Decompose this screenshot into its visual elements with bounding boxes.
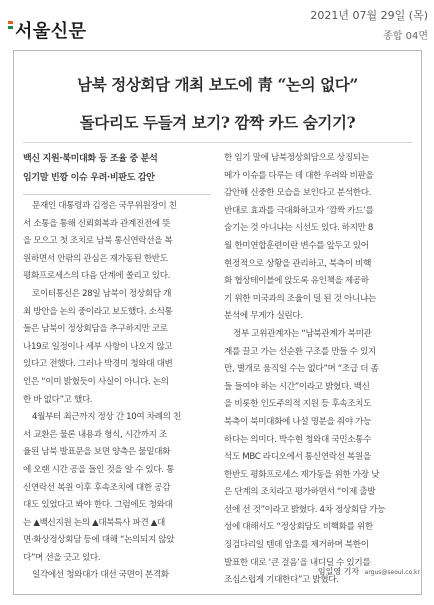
article-text-line: 최 방안을 논의 중이라고 보도했다. 소식통 <box>23 306 173 317</box>
article-text-line: 율된 남북 발표문을 보면 양측은 물밑대화 <box>23 447 171 458</box>
article-text-line: 계를 끌고 가는 선순환 구조를 만들 수 있지 <box>224 346 376 357</box>
headline-divider <box>23 142 412 143</box>
article-text-line: 은 단계의 조치라고 평가하면서 “이제 출발 <box>224 487 376 498</box>
article-text-line: 감안해 신중한 모습을 보인다고 분석한다. <box>224 188 372 199</box>
article-text-line: 서 소통을 통해 신뢰회복과 관계진전에 뜻 <box>23 218 171 229</box>
article-text-line: 하다는 의미다. 박수현 청와대 국민소통수 <box>224 434 372 445</box>
subhead-divider <box>23 194 211 195</box>
article-text-line: 면·화상정상회담 등에 대해 “논의되지 않았 <box>23 535 175 546</box>
article-text-line: 조심스럽게 기대한다”고 밝혔다. <box>224 575 339 586</box>
logo-mark-icon <box>6 17 14 43</box>
article-text-line: 북측이 북미대화에 나설 명분을 줘야 가능 <box>224 416 372 427</box>
article-text-line: 원하면서 안팎의 관심은 재가동된 한반도 <box>23 253 168 264</box>
article-text-line: 기 위한 미국과의 조율이 덜 된 것 아니냐는 <box>224 293 376 304</box>
publication-date: 2021년 07월 29일 (목) <box>310 9 428 22</box>
article-text-line: 화 협상테이블에 앉도록 유인책을 제공하 <box>224 276 369 287</box>
article-text-line: 정부 고위관계자는 “남북관계가 북미관 <box>233 328 372 339</box>
article-text-line: 4월부터 최근까지 정상 간 10여 차례의 친 <box>32 412 181 423</box>
article-text-line: 을 모으고 첫 조치로 남북 통신연락선을 복 <box>23 236 173 247</box>
article-text-line: 발표한 대로 ‘큰 걸음’을 내디딜 수 있기를 <box>224 557 371 568</box>
article-text-line: 숨기는 것 아니냐는 시선도 있다. 하지만 8 <box>224 223 374 234</box>
article-column-left <box>23 150 211 585</box>
article-text-line: 들은 남북이 정상회담을 추구하지만 코로 <box>23 324 168 335</box>
article-text-line: 는 ▲백신지원 논의 ▲대북특사 파견 ▲대 <box>23 517 166 528</box>
article-text-line: 징검다리일 텐데 암초를 제거하며 북한이 <box>224 540 369 551</box>
article-headline <box>13 66 422 142</box>
article-text-line: 메가 이슈를 다루는 데 대한 우려와 비판을 <box>224 170 374 181</box>
article-text-line: 한 임기 말에 남북정상회담으로 상징되는 <box>224 153 369 163</box>
headline-line: 돌다리도 두들겨 보기? 깜짝 카드 숨기기? <box>79 113 356 132</box>
article-text-line: 인은 “이미 밝혔듯이 사실이 아니다. 논의 <box>23 376 169 387</box>
subheadline: 임기말 빈깡 이슈 우려·비판도 감안 <box>23 173 155 183</box>
article-text-line: 석도 MBC 라디오에서 통신연락선 복원을 <box>224 452 371 463</box>
subheadline: 백신 지원·북미대화 등 조율 중 분석 <box>23 154 158 164</box>
article-text-line: 나19로 일정이나 세부 사항이 나오지 않고 <box>23 341 173 352</box>
page-number: 종합 04면 <box>383 31 428 42</box>
article-text-line: 있다고 전했다. 그러나 박경미 청와대 대변 <box>23 359 173 370</box>
article-text-line: 반대로 효과를 극대화하고자 ‘깜짝 카드’를 <box>224 205 374 216</box>
headline-line: 남북 정상회담 개최 보도에 靑 “논의 없다” <box>77 75 358 94</box>
article-text-line: 로이터통신은 28일 남북이 정상회담 개 <box>32 288 172 299</box>
article-text-line: 한반도 평화프로세스 재가동을 위한 가장 낮 <box>224 469 380 480</box>
reporter-name: 임일영 기자 <box>317 567 360 576</box>
article-text-line: 평화프로세스의 다음 단계에 쏠리고 있다. <box>23 271 171 282</box>
page-header <box>0 0 434 48</box>
article-text-line: 대도 있었다고 봐야 한다. 그럼에도 청와대 <box>23 500 173 511</box>
article-text-line: 성에 대해서도 “정상회담도 비핵화를 위한 <box>224 522 373 533</box>
reporter-email: argus@seoul.co.kr <box>364 569 420 576</box>
article-text-line: 한 바 없다”고 했다. <box>23 394 93 405</box>
article-text-line: 일각에선 청와대가 대선 국면이 본격화 <box>32 570 169 581</box>
article-text-line: 현정적으로 상황을 관리하고, 북측이 비핵 <box>224 258 372 269</box>
article-text-line: 문재인 대통령과 김정은 국무위원장이 친 <box>32 201 177 211</box>
article-text-line: 에 오랜 시간 공을 들인 것을 알 수 있다. 통 <box>23 464 175 475</box>
article-text-line: 을 비롯한 인도주의적 지원 등 후속조치도 <box>224 399 372 410</box>
article-text-line: 신연락선 복원 이후 후속조치에 대한 공감 <box>23 482 171 493</box>
byline <box>318 566 420 577</box>
article-text-line: 월 한미연합훈련이란 변수를 앞두고 있어 <box>224 240 369 251</box>
logo-text: 서울신문 <box>15 21 87 42</box>
article-text-line: 분석에 무게가 실린다. <box>224 311 303 322</box>
article-text-line: 선에 선 것”이라고 밝혔다. 4차 정상회담 가능 <box>224 504 386 515</box>
newspaper-logo <box>6 17 87 43</box>
article-column-right <box>224 150 412 590</box>
article-text-line: 들 들여야 하는 시간”이라고 밝혔다. 백신 <box>224 381 370 392</box>
article-text-line: 서 교환은 물론 내용과 형식, 시간까지 조 <box>23 429 167 440</box>
article-text-line: 다”며 선을 긋고 있다. <box>23 552 101 563</box>
article-text-line: 만, 별개로 움직일 수는 없다”며 “조급 더 좀 <box>224 364 379 375</box>
